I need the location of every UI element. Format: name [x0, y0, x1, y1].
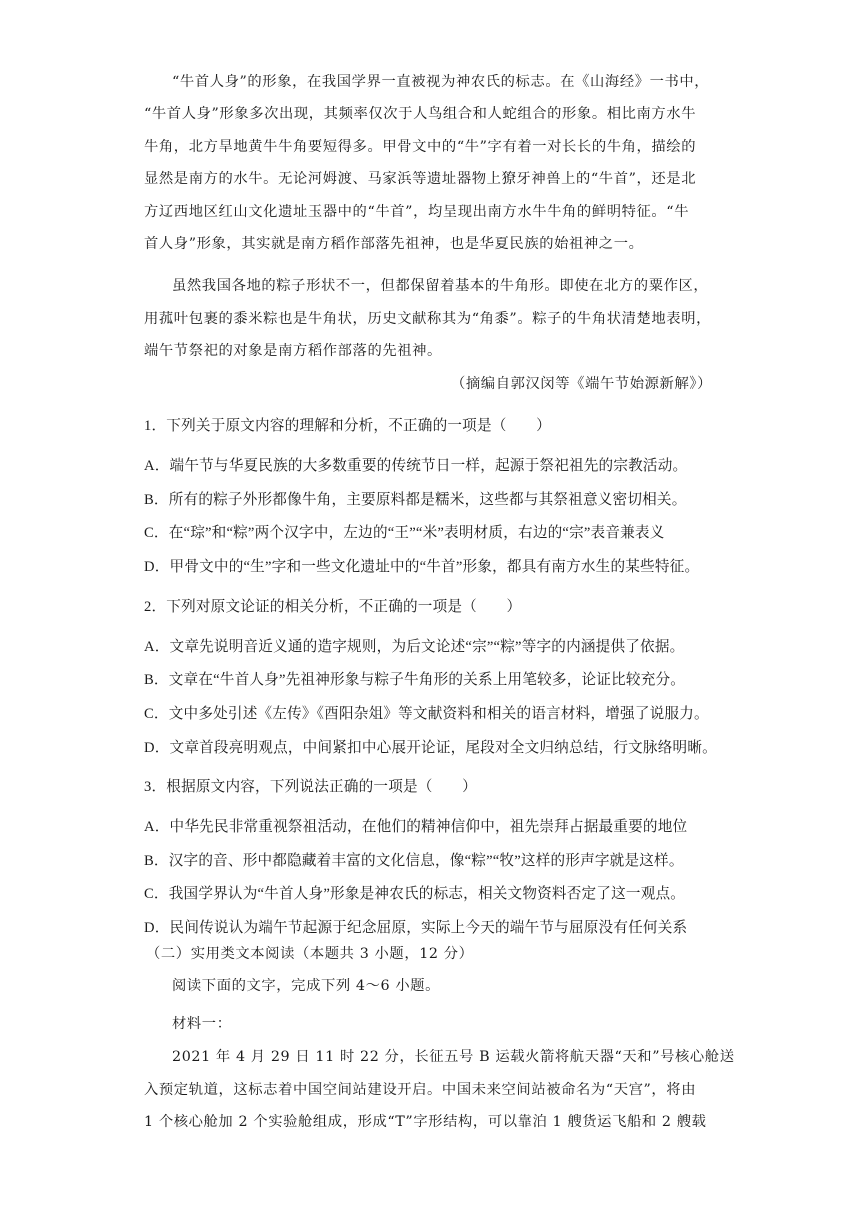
material-line: 入预定轨道，这标志着中国空间站建设开启。中国未来空间站被命名为“天宫”，将由: [144, 1082, 697, 1098]
question-option: D．文章首段亮明观点，中间紧扣中心展开论证，尾段对全文归纳总结，行文脉络明晰。: [144, 740, 717, 756]
question-option: C．在“琮”和“粽”两个汉字中，左边的“王”“米”表明材质，右边的“宗”表音兼表义: [144, 525, 665, 541]
question-option: A．文章先说明音近义通的造字规则，为后文论述“宗”“粽”等字的内涵提供了依据。: [144, 639, 685, 655]
question-stem: 1．下列关于原文内容的理解和分析，不正确的一项是（ ）: [144, 418, 551, 434]
passage-line: 显然是南方的水牛。无论河姆渡、马家浜等遗址器物上獠牙神兽上的“牛首”，还是北: [144, 171, 697, 187]
question-option: D．民间传说认为端午节起源于纪念屈原，实际上今天的端午节与屈原没有任何关系: [144, 920, 688, 936]
passage-line: 用菰叶包裹的黍米粽也是牛角状，历史文献称其为“角黍”。粽子的牛角状清楚地表明，: [144, 311, 711, 327]
question-option: A．中华先民非常重视祭祖活动，在他们的精神信仰中，祖先崇拜占据最重要的地位: [144, 819, 688, 835]
passage-source: （摘编自郭汉闵等《端午节始源新解》）: [451, 376, 712, 392]
passage-line: 方辽西地区红山文化遗址玉器中的“牛首”，均呈现出南方水牛牛角的鲜明特征。“牛: [144, 204, 690, 220]
question-option: A．端午节与华夏民族的大多数重要的传统节日一样，起源于祭祀祖先的宗教活动。: [144, 458, 688, 474]
section-heading: （二）实用类文本阅读（本题共 3 小题，12 分）: [146, 946, 474, 962]
passage-line: 牛角，北方旱地黄牛牛角要短得多。甲骨文中的“牛”字有着一对长长的牛角，描绘的: [144, 139, 697, 155]
section-instruction: 阅读下面的文字，完成下列 4～6 小题。: [172, 978, 441, 994]
question-option: B．文章在“牛首人身”先祖神形象与粽子牛角形的关系上用笔较多，论证比较充分。: [144, 672, 686, 688]
material-label: 材料一：: [172, 1016, 232, 1032]
question-option: C．我国学界认为“牛首人身”形象是神农氏的标志，相关文物资料否定了这一观点。: [144, 886, 686, 902]
passage-line: 首人身”形象，其实就是南方稻作部落先祖神，也是华夏民族的始祖神之一。: [144, 236, 644, 252]
material-line: 1 个核心舱加 2 个实验舱组成，形成“T”字形结构，可以靠泊 1 艘货运飞船和 2 艘载: [144, 1114, 707, 1130]
question-option: D．甲骨文中的“生”字和一些文化遗址中的“牛首”形象，都具有南方水生的某些特征。: [144, 559, 700, 575]
question-option: C．文中多处引述《左传》《酉阳杂俎》等文献资料和相关的语言材料，增强了说服力。: [144, 706, 709, 722]
question-stem: 2．下列对原文论证的相关分析，不正确的一项是（ ）: [144, 599, 522, 615]
material-line: 2021 年 4 月 29 日 11 时 22 分，长征五号 B 运载火箭将航天器“天和”号核心舱送: [172, 1049, 735, 1065]
passage-line: “牛首人身”的形象，在我国学界一直被视为神农氏的标志。在《山海经》一书中，: [172, 74, 710, 90]
question-stem: 3．根据原文内容，下列说法正确的一项是（ ）: [144, 779, 477, 795]
passage-line: “牛首人身”形象多次出现，其频率仅次于人鸟组合和人蛇组合的形象。相比南方水牛: [144, 106, 697, 122]
question-option: B．汉字的音、形中都隐藏着丰富的文化信息，像“粽”“牧”这样的形声字就是这样。: [144, 853, 684, 869]
passage-line: 虽然我国各地的粽子形状不一，但都保留着基本的牛角形。即使在北方的粟作区，: [172, 278, 709, 294]
question-option: B．所有的粽子外形都像牛角，主要原料都是糯米，这些都与其祭祖意义密切相关。: [144, 492, 687, 508]
passage-line: 端午节祭祀的对象是南方稻作部落的先祖神。: [144, 343, 442, 359]
